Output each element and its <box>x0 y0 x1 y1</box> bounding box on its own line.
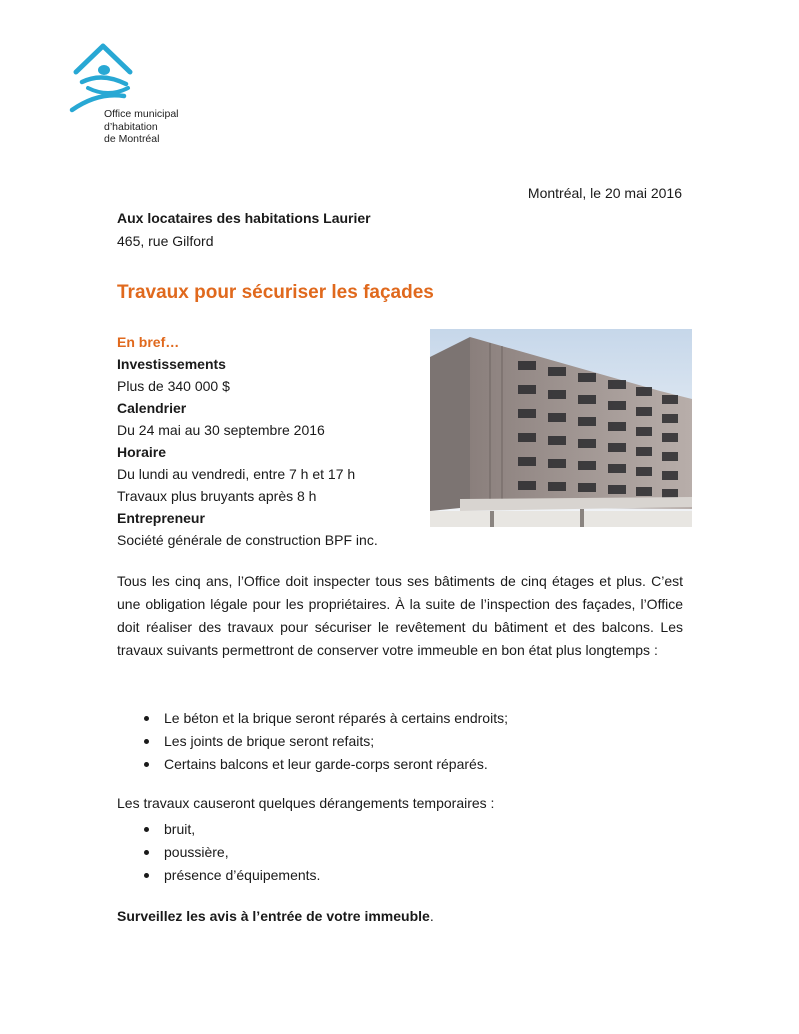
logo <box>68 42 198 145</box>
list-item: Certains balcons et leur garde-corps seront réparés. <box>117 753 508 776</box>
list-item: Le béton et la brique seront réparés à certains endroits; <box>117 707 508 730</box>
recipient-name: Aux locataires des habitations Laurier <box>117 210 371 226</box>
closing-line <box>117 908 434 924</box>
closing-bold: Surveillez les avis à l’entrée de votre immeuble <box>117 908 430 924</box>
logo-text <box>104 108 179 146</box>
logo-line-2: d’habitation <box>104 120 158 133</box>
closing-end: . <box>429 908 434 924</box>
list-item: présence d’équipements. <box>117 864 320 887</box>
list-item: Les joints de brique seront refaits; <box>117 730 508 753</box>
letter-title: Travaux pour sécuriser les façades <box>117 282 434 303</box>
disturbances-intro: Les travaux causeront quelques dérangements temporaires : <box>117 795 495 811</box>
list-item: poussière, <box>117 841 320 864</box>
calendar-value: Du 24 mai au 30 septembre 2016 <box>117 422 325 438</box>
works-list <box>117 707 508 776</box>
calendar-label: Calendrier <box>117 400 187 416</box>
logo-line-1: Office municipal <box>104 108 179 120</box>
recipient-block <box>117 207 371 253</box>
schedule-label: Horaire <box>117 444 167 460</box>
list-item: bruit, <box>117 818 320 841</box>
letter-date: Montréal, le 20 mai 2016 <box>527 185 682 201</box>
investment-value: Plus de 340 000 $ <box>117 378 230 394</box>
schedule-value-1: Du lundi au vendredi, entre 7 h et 17 h <box>117 466 356 482</box>
contractor-value: Société générale de construction BPF inc. <box>117 532 378 548</box>
omhm-house-icon <box>68 42 138 114</box>
brief-section <box>117 331 417 551</box>
investment-label: Investissements <box>117 356 226 372</box>
building-illustration <box>430 329 692 527</box>
schedule-value-2: Travaux plus bruyants après 8 h <box>117 488 317 504</box>
contractor-label: Entrepreneur <box>117 510 205 526</box>
recipient-address: 465, rue Gilford <box>117 233 214 249</box>
brief-heading: En bref… <box>117 334 180 350</box>
body-paragraph: Tous les cinq ans, l’Office doit inspecter tous ses bâtiments de cinq étages et plus. C’est une obligation légale pour les propriétaires. À la suite de l’inspection des façades, l’Office doit réaliser des travaux pour sécuriser le revêtement du bâtiment et des balcons. Les travaux suivants permettront de conserver votre immeuble en bon état plus longtemps : <box>117 573 683 658</box>
disturbances-list <box>117 818 320 887</box>
building-photo <box>430 329 692 527</box>
logo-line-3: de Montréal <box>104 133 160 145</box>
